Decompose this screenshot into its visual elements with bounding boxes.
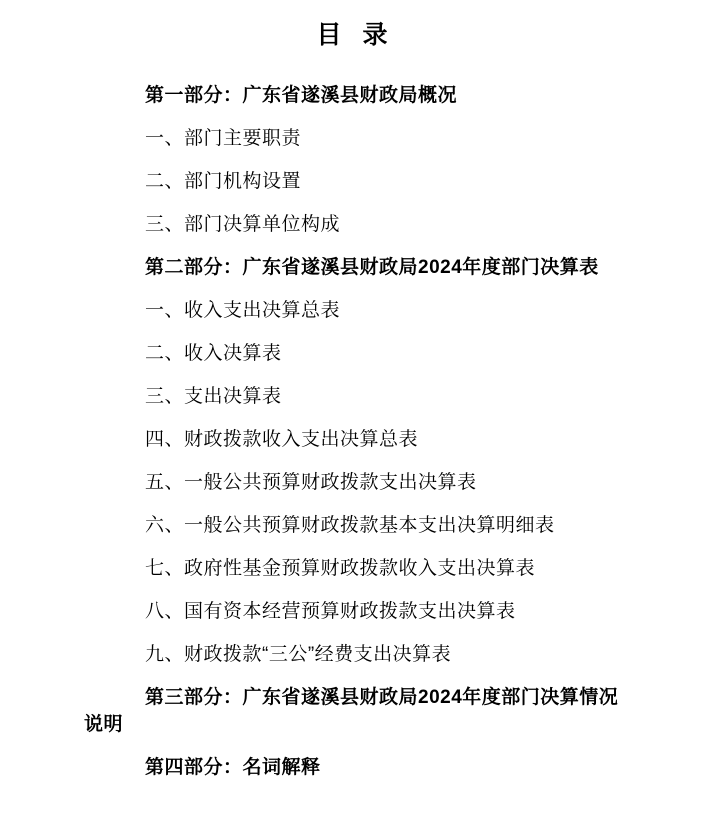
toc-item: 三、部门决算单位构成: [145, 214, 341, 235]
toc-item: 二、收入决算表: [145, 343, 282, 364]
toc-item: 一、部门主要职责: [145, 128, 302, 149]
toc-item: 四、财政拨款收入支出决算总表: [145, 429, 419, 450]
toc-item: 三、支出决算表: [145, 386, 282, 407]
toc-item: 二、部门机构设置: [145, 171, 302, 192]
toc-item: 一、收入支出决算总表: [145, 300, 341, 321]
toc-item: 九、财政拨款“三公”经费支出决算表: [145, 644, 452, 665]
toc-section-heading: 第三部分：广东省遂溪县财政局2024年度部门决算情况说明: [84, 687, 619, 735]
toc-item: 八、国有资本经营预算财政拨款支出决算表: [145, 601, 516, 622]
toc-section-heading: 第一部分：广东省遂溪县财政局概况: [145, 85, 458, 106]
toc-list: [84, 82, 621, 781]
toc-item: 七、政府性基金预算财政拨款收入支出决算表: [145, 558, 536, 579]
toc-item: 五、一般公共预算财政拨款支出决算表: [145, 472, 477, 493]
toc-section-heading: 第二部分：广东省遂溪县财政局2024年度部门决算表: [145, 257, 599, 278]
page-title: 目 录: [316, 21, 389, 49]
toc-item: 六、一般公共预算财政拨款基本支出决算明细表: [145, 515, 555, 536]
toc-section-heading: 第四部分：名词解释: [145, 757, 321, 778]
